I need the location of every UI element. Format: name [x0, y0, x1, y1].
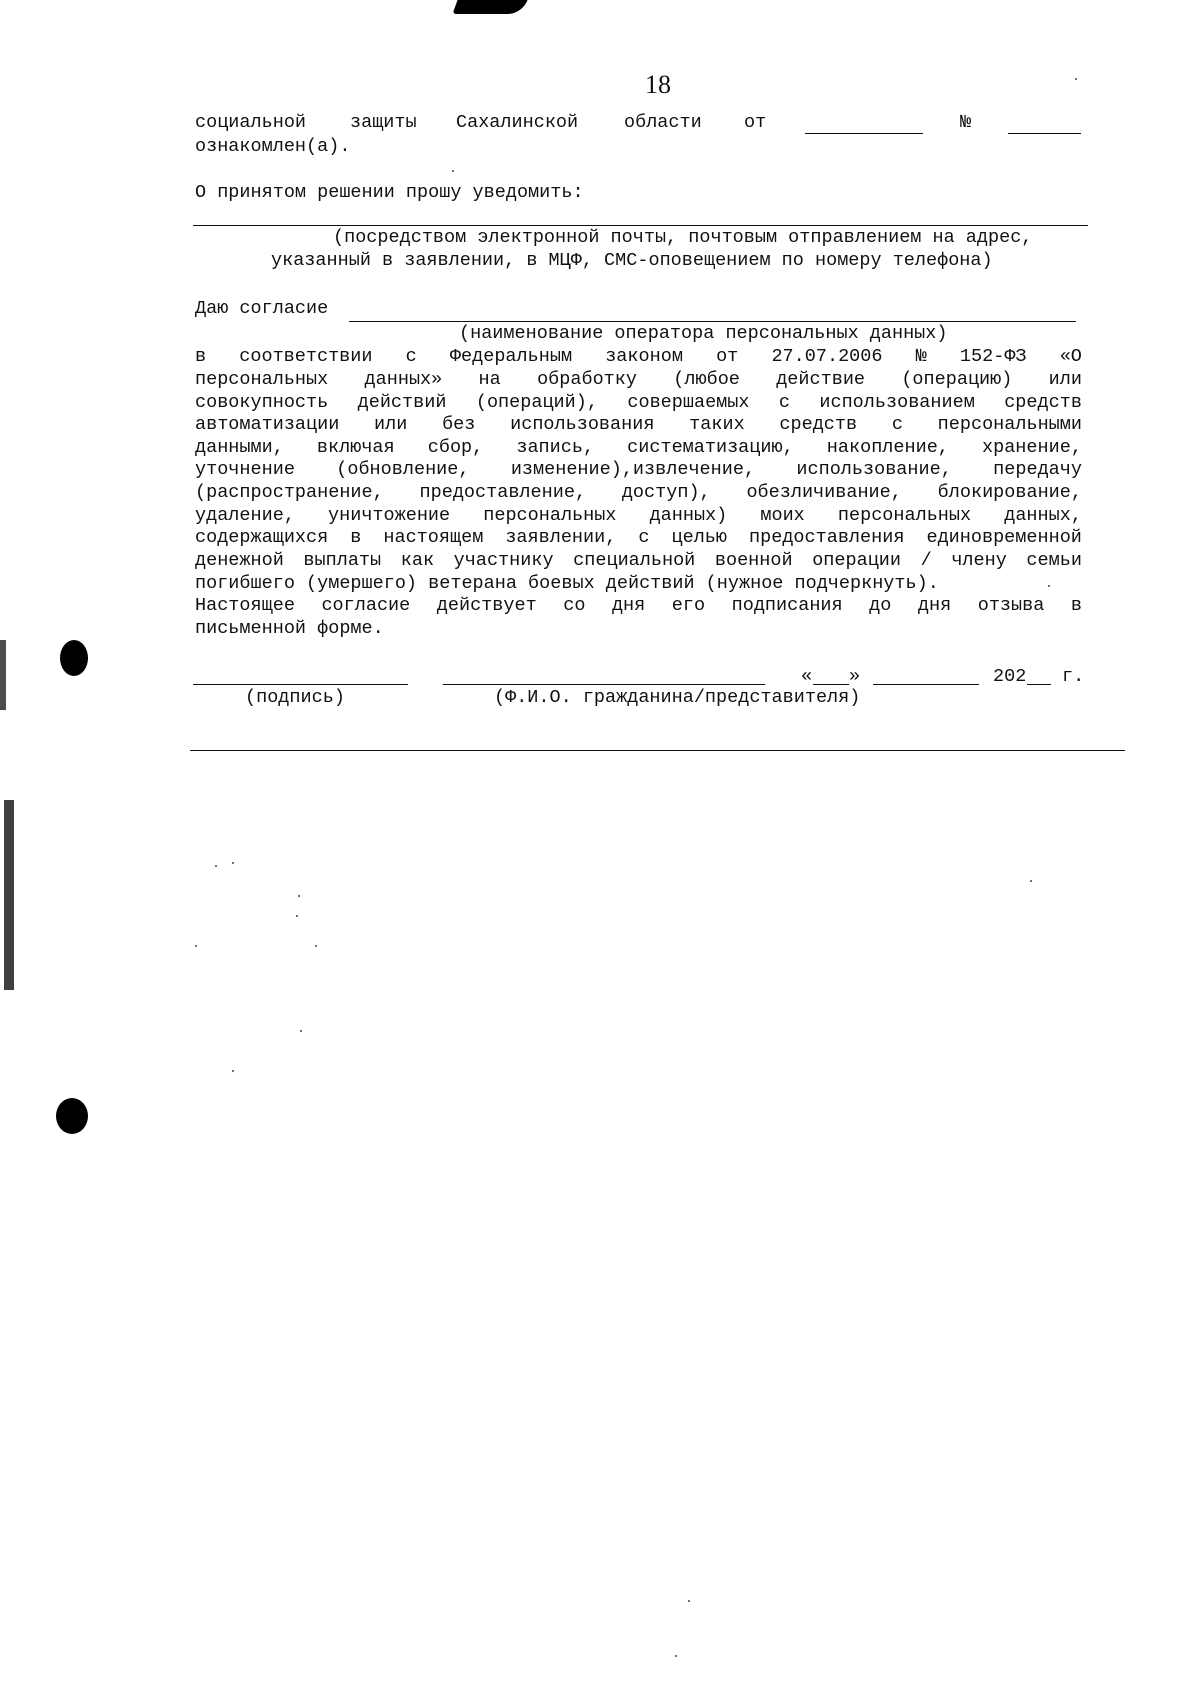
line1-word-0: социальной	[195, 112, 307, 133]
notify-label: О принятом решении прошу уведомить:	[195, 182, 584, 203]
body-line-2: совокупность действий (операций), совершаемых с использованием средств	[195, 392, 1082, 413]
speck	[296, 915, 298, 917]
page-number: 18	[645, 70, 671, 99]
speck	[452, 170, 454, 172]
year-prefix: 202	[993, 666, 1027, 687]
body-line-5: уточнение (обновление, изменение),извлечение, использование, передачу	[195, 459, 1082, 480]
line1-word-1: защиты	[350, 112, 417, 133]
speck	[675, 1655, 677, 1657]
fio-blank-line	[443, 684, 765, 685]
speck	[195, 945, 197, 947]
scan-edge-2	[4, 800, 14, 990]
body-line-1: персональных данных» на обработку (любое действие (операцию) или	[195, 369, 1082, 390]
speck	[688, 1600, 690, 1602]
punch-hole-upper	[60, 640, 88, 676]
acquainted-line: ознакомлен(а).	[195, 136, 351, 157]
date-open-quote: «	[801, 666, 813, 687]
line1-word-4: от	[744, 112, 767, 133]
year-suffix: г.	[1062, 666, 1085, 687]
day-blank-line	[813, 684, 849, 685]
year-blank-line	[1027, 684, 1051, 685]
body-line-0: в соответствии с Федеральным законом от 27.07.2006 № 152-ФЗ «О	[195, 346, 1082, 367]
notify-hint-1: (посредством электронной почты, почтовым отправлением на адрес,	[333, 227, 1033, 248]
body-last-line: погибшего (умершего) ветерана боевых действий (нужное подчеркнуть).	[195, 573, 939, 594]
number-sign: №	[960, 112, 972, 133]
month-blank-line	[873, 684, 979, 685]
scan-edge-1	[0, 640, 6, 710]
body-line-9: денежной выплаты как участнику специальной военной операции / члену семьи	[195, 550, 1082, 571]
scan-mark-top	[452, 0, 527, 14]
operator-hint: (наименование оператора персональных данных)	[459, 323, 948, 344]
validity-last-line: письменной форме.	[195, 618, 384, 639]
signature-hint: (подпись)	[245, 687, 345, 708]
fio-hint: (Ф.И.О. гражданина/представителя)	[494, 687, 861, 708]
body-line-3: автоматизации или без использования таких средств с персональными	[195, 414, 1082, 435]
date-close-quote: »	[849, 666, 861, 687]
date-blank-line	[805, 133, 923, 134]
number-blank-line	[1008, 133, 1081, 134]
speck	[300, 1030, 302, 1032]
speck	[298, 895, 300, 897]
speck	[215, 865, 217, 867]
speck	[315, 945, 317, 947]
bottom-rule	[190, 750, 1125, 751]
notify-hint-2: указанный в заявлении, в МЦФ, СМС-оповещением по номеру телефона)	[271, 250, 993, 271]
operator-blank-line	[349, 321, 1076, 322]
body-line-4: данными, включая сбор, запись, систематизацию, накопление, хранение,	[195, 437, 1082, 458]
body-line-7: удаление, уничтожение персональных данных) моих персональных данных,	[195, 505, 1082, 526]
line1-word-3: области	[624, 112, 702, 133]
speck	[1075, 78, 1077, 80]
speck	[232, 862, 234, 864]
body-line-8: содержащихся в настоящем заявлении, с целью предоставления единовременной	[195, 527, 1082, 548]
signature-blank-line	[193, 684, 408, 685]
speck	[232, 1070, 234, 1072]
body-line-6: (распространение, предоставление, доступ), обезличивание, блокирование,	[195, 482, 1082, 503]
speck	[1048, 585, 1050, 587]
speck	[1030, 880, 1032, 882]
validity-line: Настоящее согласие действует со дня его подписания до дня отзыва в	[195, 595, 1082, 616]
notify-blank-line	[193, 225, 1088, 226]
line1-word-2: Сахалинской	[456, 112, 579, 133]
punch-hole-lower	[56, 1098, 88, 1134]
consent-label: Даю согласие	[195, 298, 329, 319]
